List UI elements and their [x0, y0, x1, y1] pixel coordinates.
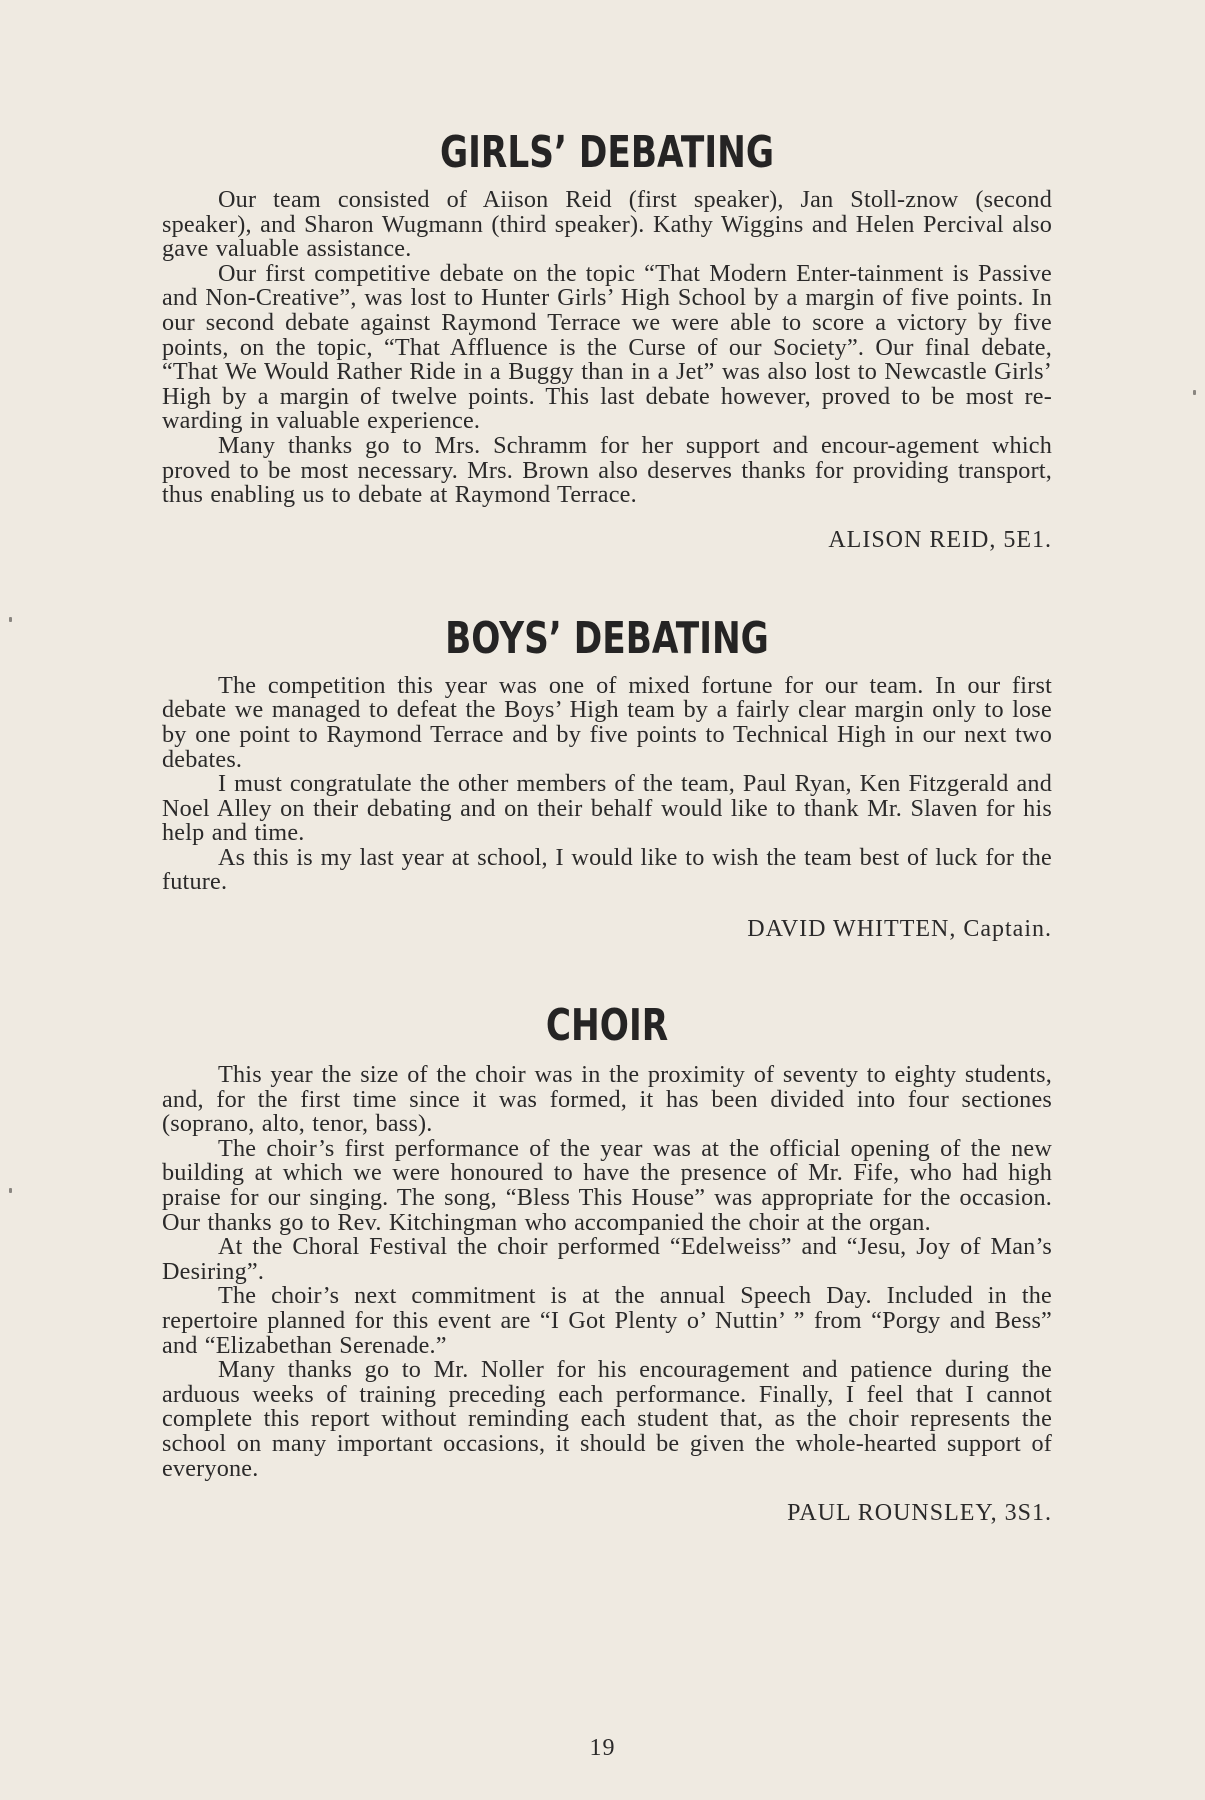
choir-paragraph-4: The choir’s next commitment is at the annual Speech Day. Included in the repertoire planned for this event are “I Got Plenty o’ Nuttin’ ” from “Porgy and Bess” and “Elizabethan Serenade.” [162, 1282, 1052, 1359]
choir-paragraph-1: This year the size of the choir was in the proximity of seventy to eighty students, and, for the first time since it was formed, it has been divided into four sectiones (soprano, alto, tenor, bass). [162, 1061, 1052, 1138]
choir-paragraph-2: The choir’s first performance of the year was at the official opening of the new building at which we were honoured to have the presence of Mr. Fife, who had high praise for our singing. The song, “Bless This House” was appropriate for the occasion. Our thanks go to Rev. Kitchingman who accompanied the choir at the organ. [162, 1134, 1052, 1236]
choir-section [162, 1001, 1052, 1527]
page-number: 19 [589, 1735, 616, 1761]
boys-paragraph-1: The competition this year was one of mixed fortune for our team. In our first debate we managed to defeat the Boys’ High team by a fairly clear margin only to lose by one point to Raymond Terrace and by five points to Technical High in our next two debates. [162, 671, 1052, 773]
girls-signature: ALISON REID, 5E1. [828, 526, 1052, 553]
girls-debating-section [162, 128, 1052, 554]
choir-signature: PAUL ROUNSLEY, 3S1. [787, 1500, 1052, 1527]
paper-speck [9, 617, 12, 622]
paper-speck [1193, 390, 1196, 395]
page-content [162, 128, 1052, 1527]
girls-debating-heading: GIRLS’ DEBATING [439, 127, 775, 178]
girls-paragraph-1: Our team consisted of Aiison Reid (first speaker), Jan Stoll-znow (second speaker), and Sharon Wugmann (third speaker). Kathy Wiggins and Helen Percival also gave valuable assistance. [162, 186, 1052, 263]
boys-debating-heading: BOYS’ DEBATING [445, 612, 769, 664]
paper-speck [9, 1188, 12, 1193]
choir-paragraph-5: Many thanks go to Mr. Noller for his encouragement and patience during the arduous weeks of training preceding each performance. Finally, I feel that I cannot complete this report without reminding each student that, as the choir represents the school on many important occasions, it should be given the whole-hearted support of everyone. [162, 1356, 1052, 1482]
choir-paragraph-3: At the Choral Festival the choir performed “Edelweiss” and “Jesu, Joy of Man’s Desiring”. [162, 1233, 1052, 1285]
girls-paragraph-2: Our first competitive debate on the topic “That Modern Enter-tainment is Passive and Non-Creative”, was lost to Hunter Girls’ High School by a margin of five points. In our second debate against Raymond Terrace we were able to score a victory by five points, on the topic, “That Affluence is the Curse of our Society”. Our final debate, “That We Would Rather Ride in a Buggy than in a Jet” was also lost to Newcastle Girls’ High by a margin of twelve points. This last debate however, proved to be most re-warding in valuable experience. [162, 259, 1052, 435]
boys-signature: DAVID WHITTEN, Captain. [747, 916, 1052, 943]
girls-paragraph-3: Many thanks go to Mrs. Schramm for her support and encour-agement which proved to be most necessary. Mrs. Brown also deserves thanks for providing transport, thus enabling us to debate at Raymond Terrace. [162, 431, 1052, 509]
boys-paragraph-3: As this is my last year at school, I would like to wish the team best of luck for the future. [162, 843, 1052, 896]
choir-heading: CHOIR [545, 1000, 669, 1052]
boys-debating-section [162, 614, 1052, 943]
boys-paragraph-2: I must congratulate the other members of the team, Paul Ryan, Ken Fitzgerald and Noel Alley on their debating and on their behalf would like to thank Mr. Slaven for his help and time. [162, 770, 1052, 847]
